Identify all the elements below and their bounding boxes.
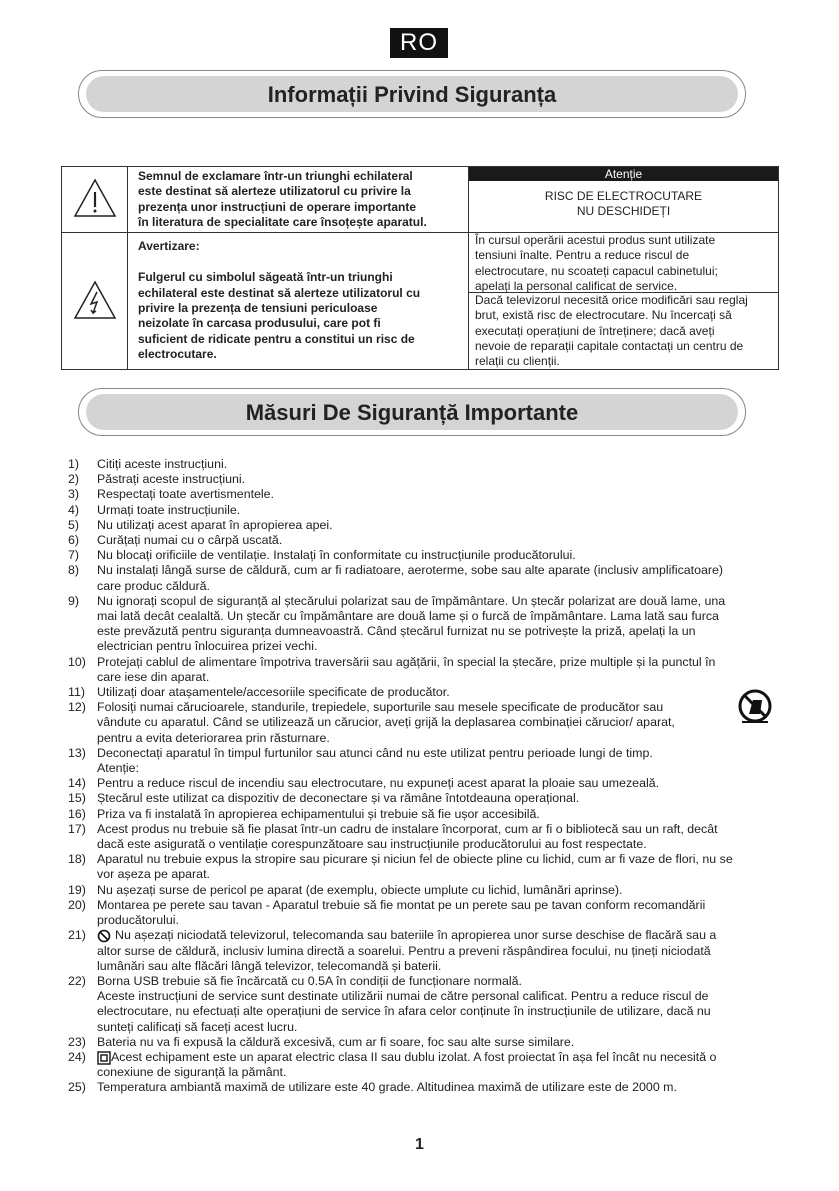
list-item xyxy=(68,594,733,655)
item-number: 16) xyxy=(68,806,86,821)
class-ii-double-insulation-icon xyxy=(97,1051,111,1065)
item-text-line: lumânări sau alte flăcări lângă televizor, telecomandă și baterii. xyxy=(97,958,442,973)
text-line: brut, există risc de electrocutare. Nu încercați să xyxy=(475,308,732,323)
text-line: echilateral este destinat să alerteze utilizatorul cu xyxy=(138,285,421,300)
list-item xyxy=(68,472,733,487)
item-number: 13) xyxy=(68,745,86,760)
item-text-line: Aparatul nu trebuie expus la stropire sau picurare și niciun fel de obiecte pline cu lichid, cum ar fi vaze de flori, nu se xyxy=(97,852,733,867)
item-number: 15) xyxy=(68,791,86,806)
item-number: 23) xyxy=(68,1034,86,1049)
warning-details-cell xyxy=(469,233,779,370)
text-line: executați operațiuni de întreținere; dacă aveți xyxy=(475,323,715,338)
text-line: prezența unor instrucțiuni de operare importante xyxy=(138,199,417,214)
item-number: 12) xyxy=(68,700,86,715)
text-line: privire la prezența de tensiuni periculoase xyxy=(138,301,378,316)
item-number: 5) xyxy=(68,517,80,532)
item-text-line: Priza va fi instalată în apropierea echipamentului și trebuie să fie ușor accesibilă. xyxy=(97,806,540,821)
list-item xyxy=(68,883,733,898)
item-text-line: vândute cu aparatul. Când se utilizează un cărucior, aveți grijă la deplasarea combinației cărucior/ aparat, xyxy=(97,715,675,730)
text-line: neizolate în carcasa produsului, care pot fi xyxy=(138,316,381,331)
item-text-line: Deconectați aparatul în timpul furtunilor sau atunci când nu este utilizat pentru perioade lungi de timp. xyxy=(97,745,653,760)
item-text-line: Atenție: xyxy=(97,761,140,776)
item-text-line xyxy=(97,1050,716,1065)
item-text-line: Protejați cablul de alimentare împotriva traversării sau agățării, în special la ștecăre, prize multiple și la punctul în xyxy=(97,654,716,669)
item-text-line: Nu instalați lângă surse de căldură, cum ar fi radiatoare, aeroterme, sobe sau alte aparate (inclusiv amplificatoare) xyxy=(97,563,724,578)
item-text-line: altor surse de căldură, inclusiv lumina directă a soarelui. Pentru a preveni răspândirea focului, nu țineți niciodată xyxy=(97,943,711,958)
lightning-description xyxy=(128,233,469,370)
exclamation-cell xyxy=(62,167,128,233)
item-text-line: Respectați toate avertismentele. xyxy=(97,487,275,502)
item-number: 17) xyxy=(68,821,86,836)
item-text: Nu așezați niciodată televizorul, telecomanda sau bateriile în apropierea unor surse deschise de flacără sau a xyxy=(115,928,717,943)
item-text-line: vor așeza pe aparat. xyxy=(97,867,210,882)
item-text-line: electrocutare, nu efectuați alte operațiuni de service în afara celor conținute în instrucțiunile de utilizare, dacă nu xyxy=(97,1004,711,1019)
item-number: 9) xyxy=(68,593,80,608)
page-number: 1 xyxy=(415,1136,424,1153)
list-item xyxy=(68,563,733,593)
item-text-line: Curățați numai cu o cârpă uscată. xyxy=(97,533,283,548)
no-cart-tipping-icon xyxy=(738,688,772,724)
list-item xyxy=(68,548,733,563)
item-text-line: Citiți aceste instrucțiuni. xyxy=(97,457,228,471)
item-text-line: sunteți calificați să faceți acest lucru. xyxy=(97,1019,298,1034)
text-line: RISC DE ELECTROCUTARE xyxy=(544,189,703,203)
list-item xyxy=(68,791,733,806)
item-text-line: Bateria nu va fi expusă la căldură excesivă, cum ar fi soare, foc sau alte surse similare. xyxy=(97,1034,575,1049)
item-number: 24) xyxy=(68,1049,86,1064)
item-number: 6) xyxy=(68,533,80,548)
text-line: electrocutare. xyxy=(138,346,217,361)
text-line: suficient de ridicate pentru a constitui un risc de xyxy=(138,331,415,346)
item-text-line: Nu așezați surse de pericol pe aparat (de exemplu, obiecte umplute cu lichid, lumânări aprinse). xyxy=(97,882,623,897)
text-line: tensiuni înalte. Pentru a reduce riscul de xyxy=(475,248,690,263)
item-number: 21) xyxy=(68,928,86,943)
item-text-line: Folosiți numai cărucioarele, standurile, trepiedele, suporturile sau mesele specificate de producător sau xyxy=(97,700,664,715)
text-line: este destinat să alerteze utilizatorul cu privire la xyxy=(138,184,411,199)
text-line: electrocutare, nu scoateți capacul cabinetului; xyxy=(475,263,718,278)
item-number: 19) xyxy=(68,882,86,897)
language-badge: RO xyxy=(390,28,448,58)
lightning-triangle-icon xyxy=(73,280,117,320)
item-text-line: Ștecărul este utilizat ca dispozitiv de deconectare și va rămâne întotdeauna operațional. xyxy=(97,791,580,806)
item-text-line: dacă este asigurată o ventilație corespunzătoare sau instrucțiunile producătorului au fost respectate. xyxy=(97,837,647,852)
list-item xyxy=(68,1080,733,1095)
item-text-line: pentru a evita deteriorarea prin răsturnare. xyxy=(97,730,330,745)
text-line: Fulgerul cu simbolul săgeată într-un triunghi xyxy=(138,270,393,285)
item-text-line: mai lată decât cealaltă. Un ștecăr cu împământare are două lame și o furcă de împământare. Lama lată sau furca xyxy=(97,609,719,624)
item-number: 7) xyxy=(68,548,80,563)
safety-instructions-list xyxy=(68,457,733,1096)
warning-label: Avertizare: xyxy=(138,239,200,254)
item-number: 22) xyxy=(68,973,86,988)
list-item xyxy=(68,503,733,518)
item-text-line: Păstrați aceste instrucțiuni. xyxy=(97,472,246,487)
list-item xyxy=(68,457,733,472)
item-number: 11) xyxy=(68,685,85,700)
list-item xyxy=(68,776,733,791)
text-line: nevoie de reparații capitale contactați un centru de xyxy=(475,338,744,353)
list-item xyxy=(68,533,733,548)
list-item xyxy=(68,898,733,928)
list-item xyxy=(68,974,733,1035)
exclamation-description xyxy=(128,167,469,233)
item-text-line: Borna USB trebuie să fie încărcată cu 0.5A în condiții de funcționare normală. xyxy=(97,973,522,988)
item-text-line: Utilizați doar atașamentele/accesoriile specificate de producător. xyxy=(97,685,450,700)
list-item xyxy=(68,1035,733,1050)
text-line: NU DESCHIDEȚI xyxy=(576,204,671,218)
list-item xyxy=(68,852,733,882)
list-item xyxy=(68,807,733,822)
item-number: 14) xyxy=(68,776,86,791)
item-text-line: Nu blocați orificiile de ventilație. Instalați în conformitate cu instrucțiunile producătorului. xyxy=(97,548,576,563)
item-number: 10) xyxy=(68,654,86,669)
list-item xyxy=(68,487,733,502)
item-text-line: este prevăzută pentru siguranța dumneavoastră. Când ștecărul furnizat nu se potrivește la priză, apelați la un xyxy=(97,624,696,639)
item-text-line: care produc căldură. xyxy=(97,578,210,593)
list-item xyxy=(68,700,733,746)
section-title: Măsuri De Siguranță Importante xyxy=(86,394,738,430)
item-number: 3) xyxy=(68,487,80,502)
safety-symbols-table xyxy=(61,166,779,370)
text-line: apelați la personal calificat de service. xyxy=(475,278,678,293)
item-text-line: Pentru a reduce riscul de incendiu sau electrocutare, nu expuneți acest aparat la ploaie sau umezeală. xyxy=(97,776,660,791)
section-banner-safety-info xyxy=(78,70,746,118)
item-text-line: Nu ignorați scopul de siguranță al ștecărului polarizat sau de împământare. Un ștecăr polarizat are două lame, una xyxy=(97,593,726,608)
text-line: în literatura de specialitate care însoțește aparatul. xyxy=(138,214,427,229)
section-title: Informații Privind Siguranța xyxy=(86,76,738,112)
item-text-line: electrician pentru înlocuirea prizei vechi. xyxy=(97,639,318,654)
item-number: 1) xyxy=(68,457,80,471)
attention-header: Atenție xyxy=(469,167,778,181)
item-number: 25) xyxy=(68,1080,86,1095)
text-line: Semnul de exclamare într-un triunghi echilateral xyxy=(138,169,413,183)
list-item xyxy=(68,655,733,685)
attention-body xyxy=(469,181,778,219)
item-text-line: conexiune de siguranță la pământ. xyxy=(97,1065,287,1080)
item-text-line: care iese din aparat. xyxy=(97,669,210,684)
attention-cell xyxy=(469,167,779,233)
item-text-line xyxy=(97,928,716,943)
list-item xyxy=(68,928,733,974)
list-item xyxy=(68,746,733,776)
service-text xyxy=(469,293,778,369)
item-text-line: Aceste instrucțiuni de service sunt destinate utilizării numai de către personal calificat. Pentru a reduce riscul de xyxy=(97,989,709,1004)
item-text-line: Nu utilizați acest aparat în apropierea apei. xyxy=(97,517,333,532)
text-line: relații cu clienții. xyxy=(475,354,560,368)
item-number: 4) xyxy=(68,502,80,517)
item-number: 2) xyxy=(68,472,80,487)
list-item xyxy=(68,822,733,852)
exclamation-triangle-icon xyxy=(73,178,117,218)
item-number: 18) xyxy=(68,852,86,867)
list-item xyxy=(68,518,733,533)
item-text-line: Urmați toate instrucțiunile. xyxy=(97,502,241,517)
item-text-line: Acest produs nu trebuie să fie plasat într-un cadru de instalare încorporat, cum ar fi o bibliotecă sau un raft, decât xyxy=(97,821,718,836)
item-text-line: Temperatura ambiantă maximă de utilizare este 40 grade. Altitudinea maximă de utilizare este de 2000 m. xyxy=(97,1080,677,1095)
item-text-line: Montarea pe perete sau tavan - Aparatul trebuie să fie montat pe un perete sau pe tavan conform recomandării xyxy=(97,897,706,912)
no-open-flame-icon xyxy=(97,929,111,943)
text-line: În cursul operării acestui produs sunt utilizate xyxy=(475,233,716,248)
item-text-line: producătorului. xyxy=(97,913,179,928)
item-text: Acest echipament este un aparat electric clasa II sau dublu izolat. A fost proiectat în așa fel încât nu necesită o xyxy=(111,1049,717,1064)
text-line: Dacă televizorul necesită orice modificări sau reglaj xyxy=(475,293,748,308)
high-voltage-text xyxy=(469,233,778,293)
item-number: 20) xyxy=(68,897,86,912)
lightning-cell xyxy=(62,233,128,370)
list-item xyxy=(68,1050,733,1080)
section-banner-safety-measures xyxy=(78,388,746,436)
list-item xyxy=(68,685,733,700)
item-number: 8) xyxy=(68,563,80,578)
